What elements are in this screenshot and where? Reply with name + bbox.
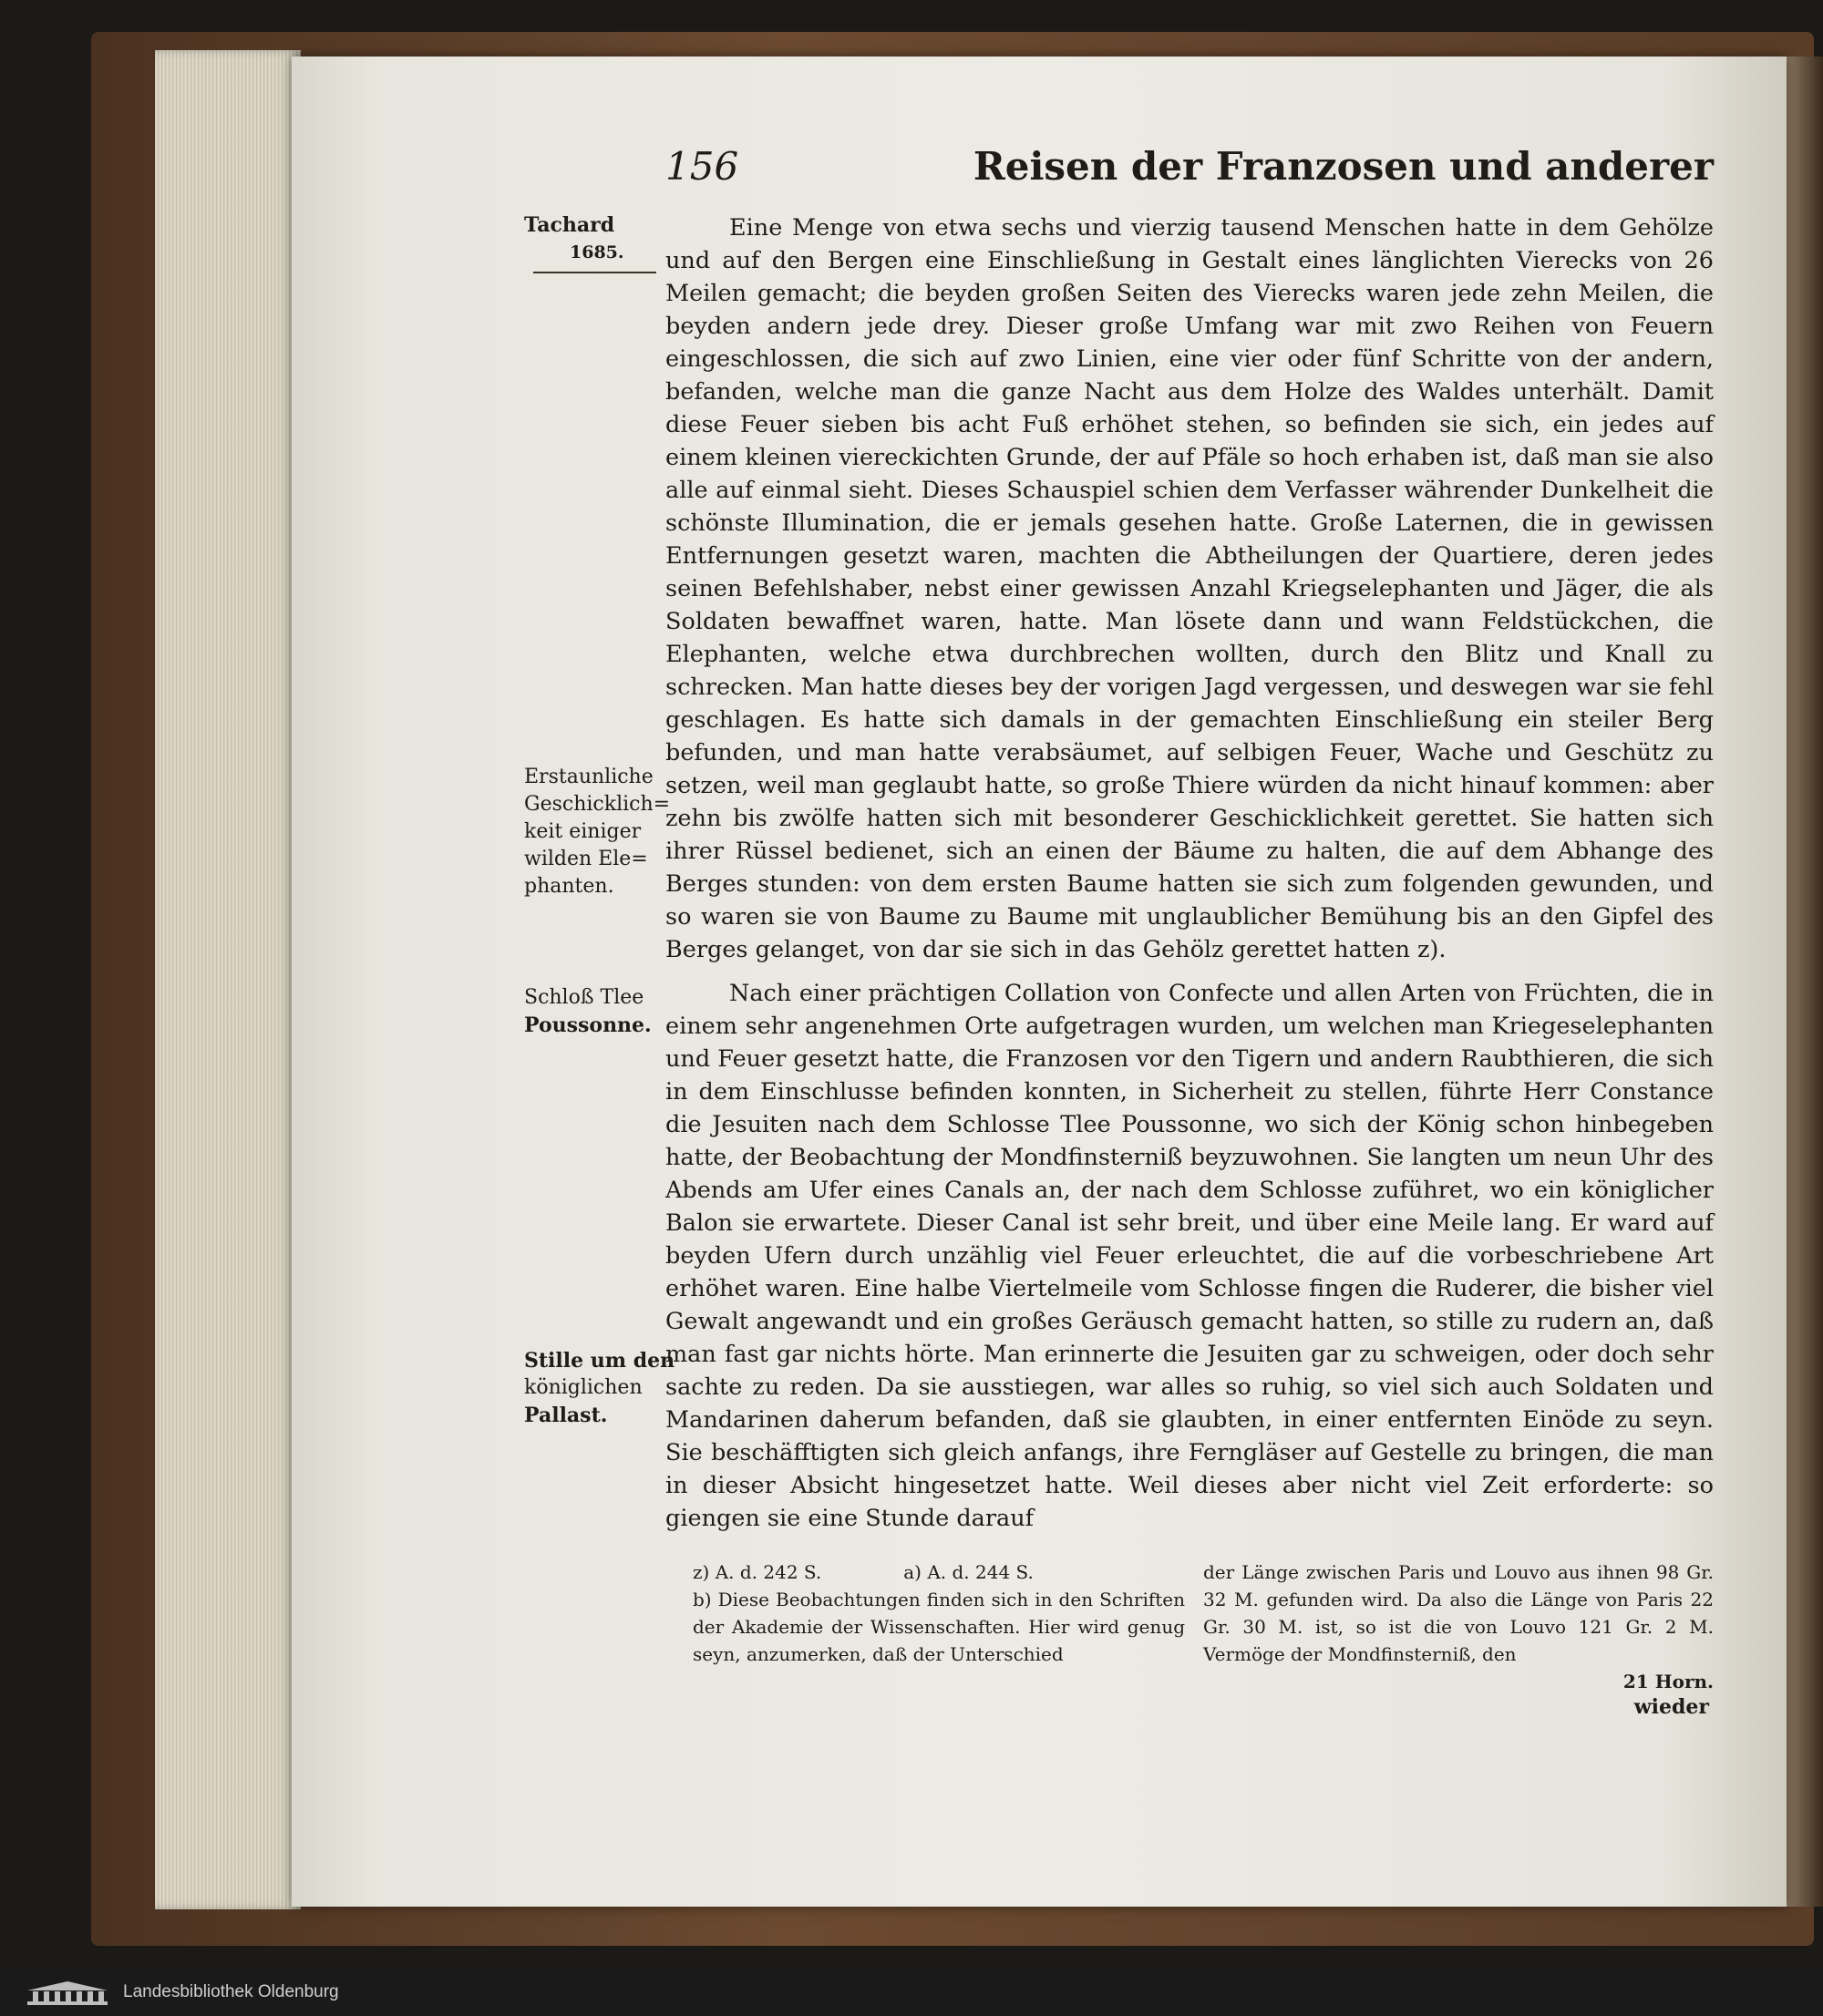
page-block-edge xyxy=(155,50,301,1909)
paragraph-eclipse-observation xyxy=(665,977,1714,1535)
footer-bar xyxy=(0,1970,1823,2016)
margin-note-rule xyxy=(533,272,656,273)
margin-note-elephants xyxy=(524,764,671,900)
paragraph-text: Eine Menge von etwa sechs und vierzig tausend Menschen hatte in dem Gehölze und auf den Bergen eine Einschließung in Gestalt eines länglichten Vierecks von 26 Meilen gemacht; die beyden großen Seiten des Vierecks waren jede zehn Meilen, die beyden andern jede drey. Dieser große Umfang war mit zwo Reihen von Feuern eingeschlossen, die sich auf zwo Linien, eine vier oder fünf Schritte von der andern, befanden, welche man die ganze Nacht aus dem Holze des Waldes unterhält. Damit diese Feuer sieben bis acht Fuß erhöhet stehen, so befinden sie sich, ein jedes auf einem kleinen viereckichten Grunde, der auf Pfäle so hoch erhaben ist, daß man sie also alle auf einmal sieht. Dieses Schauspiel schien dem Verfasser währender Dunkelheit die schönste Illumination, die er jemals gesehen hatte. Große Laternen, die in gewissen Entfernungen gesetzt waren, machten die Abtheilungen der Quartiere, deren jedes seinen Befehlshaber, nebst einer gewissen Anzahl Kriegselephanten und Jäger, die als Soldaten bewaffnet waren, hatte. Man lösete dann und wann Feldstückchen, die Elephanten, welche etwa durchbrechen wollten, durch den Blitz und Knall zu schrecken. Man hatte dieses bey der vorigen Jagd vergessen, und deswegen war sie fehl geschlagen. Es hatte sich damals in der gemachten Einschließung ein steiler Berg befunden, und man hatte verabsäumet, auf selbigen Feuer, Wache und Geschütz zu setzen, weil man geglaubt hatte, so große Thiere würden da nicht hinauf kommen: aber zehn bis zwölfe hatten sich mit besonderer Geschicklichkeit gerettet. Sie hatten sich ihrer Rüssel bedienet, sich an einen der Bäume zu halten, die auf dem Abhange des Berges stunden: von dem ersten Baume hatten sie sich zum folgenden gewunden, und so waren sie von Baume zu Baume mit unglaublicher Bemühung bis an den Gipfel des Berges gelanget, von dar sie sich in das Gehölz gerettet hatten z). xyxy=(665,214,1714,963)
margin-note-line: phanten. xyxy=(524,875,614,898)
margin-note-line: Pallast. xyxy=(524,1404,608,1427)
footnote-references xyxy=(693,1558,1185,1586)
page-header xyxy=(665,144,1723,199)
margin-note-line: Poussonne. xyxy=(524,1013,652,1037)
footnote-b-continued: der Länge zwischen Paris und Louvo aus ihnen 98 Gr. 32 M. gefunden wird. Da also die Länge von Paris 22 Gr. 30 M. ist, so ist die von Louvo 121 Gr. 2 M. Vermöge der Mondfinsterniß, den xyxy=(1203,1561,1714,1665)
margin-note-line: Geschicklich= xyxy=(524,793,671,816)
page-number: 156 xyxy=(665,144,739,189)
margin-note-silence xyxy=(524,1347,675,1429)
footnotes xyxy=(693,1558,1714,1695)
library-name: Landesbibliothek Oldenburg xyxy=(123,1982,339,2001)
footnote-a: a) A. d. 244 S. xyxy=(903,1561,1034,1583)
catchword: wieder xyxy=(1633,1695,1709,1719)
footnote-catchword: 21 Horn. xyxy=(1622,1671,1714,1692)
paragraph-text: Nach einer prächtigen Collation von Confecte und allen Arten von Früchten, die in einem sehr angenehmen Orte aufgetragen wurden, um welchen man Kriegeselephanten und Feuer gesetzt hatte, die Franzosen vor den Tigern und andern Raubthieren, die sich in dem Einschlusse befinden konnten, in Sicherheit zu stellen, führte Herr Constance die Jesuiten nach dem Schlosse Tlee Poussonne, wo sich der König schon hinbegeben hatte, der Beobachtung der Mondfinsterniß beyzuwohnen. Sie langten um neun Uhr des Abends am Ufer eines Canals an, der nach dem Schlosse zuführet, wo ein königlicher Balon sie erwartete. Dieser Canal ist sehr breit, und über eine Meile lang. Er ward auf beyden Ufern durch unzählig viel Feuer erleuchtet, die auf die vorbeschriebene Art erhöhet waren. Eine halbe Viertelmeile vom Schlosse fingen die Ruderer, die bisher viel Gewalt angewandt und ein großes Geräusch gemacht hatten, so stille zu rudern an, daß man fast gar nichts hörte. Man erinnerte die Jesuiten gar zu schweigen, oder doch sehr sachte zu reden. Da sie ausstiegen, war alles so ruhig, so viel sich auch Soldaten und Mandarinen daherum befanden, daß sie glaubten, in einer entfernten Einöde zu seyn. Sie beschäfftigten sich gleich anfangs, ihre Ferngläser auf Gestelle zu bringen, die man in dieser Absicht hingesetzet hatte. Weil dieses aber nicht viel Zeit erforderte: so giengen sie eine Stunde darauf xyxy=(665,980,1714,1532)
margin-note-line: Stille um den xyxy=(524,1349,675,1373)
running-title: Reisen der Franzosen und anderer xyxy=(973,144,1714,189)
paragraph-elephant-hunt xyxy=(665,211,1714,966)
facing-page-edge xyxy=(1787,57,1823,1907)
margin-note-line: Erstaunliche xyxy=(524,766,654,788)
margin-note-line: Tachard xyxy=(524,213,615,237)
library-building-icon xyxy=(26,1980,109,2007)
margin-note-line: wilden Ele= xyxy=(524,848,648,870)
margin-note-line: 1685. xyxy=(570,242,624,262)
margin-note-line: königlichen xyxy=(524,1376,643,1399)
margin-note-line: Schloß Tlee xyxy=(524,986,644,1009)
footnote-z: z) A. d. 242 S. xyxy=(693,1561,822,1583)
footnotes-left-column xyxy=(693,1558,1185,1668)
footnotes-right-column xyxy=(1203,1558,1714,1695)
footnote-b: b) Diese Beobachtungen finden sich in den Schriften der Akademie der Wissenschaften. Hier wird genug seyn, anzumerken, daß der Unterschied xyxy=(693,1589,1185,1665)
margin-note-line: keit einiger xyxy=(524,820,642,843)
margin-note-tachard xyxy=(524,211,665,266)
margin-note-castle xyxy=(524,984,665,1039)
